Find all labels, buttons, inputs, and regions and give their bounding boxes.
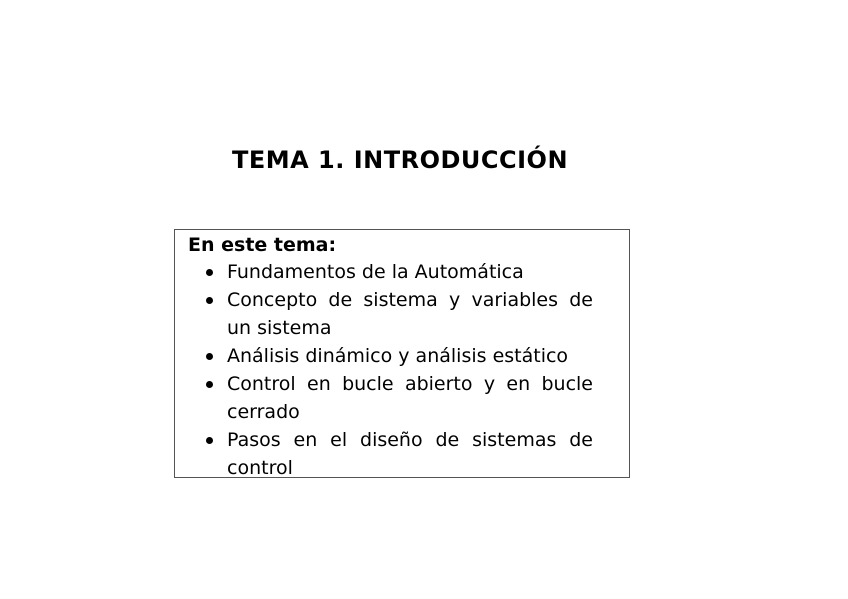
topic-text: Pasos en el diseño de sistemas de control <box>227 429 593 479</box>
topic-list <box>227 258 593 482</box>
topic-text: Análisis dinámico y análisis estático <box>227 345 569 367</box>
bullet-icon <box>206 297 213 304</box>
list-item <box>227 342 593 370</box>
list-item <box>227 426 593 482</box>
list-item <box>227 258 593 286</box>
topics-box <box>174 229 630 478</box>
page-title: TEMA 1. INTRODUCCIÓN <box>231 146 569 174</box>
topic-text: Control en bucle abierto y en bucle cerrado <box>227 373 593 423</box>
topic-text: Fundamentos de la Automática <box>227 261 524 283</box>
bullet-icon <box>206 269 213 276</box>
bullet-icon <box>206 381 213 388</box>
list-item <box>227 286 593 342</box>
topic-text: Concepto de sistema y variables de un sistema <box>227 289 593 339</box>
bullet-icon <box>206 353 213 360</box>
bullet-icon <box>206 437 213 444</box>
list-item <box>227 370 593 426</box>
topics-heading: En este tema: <box>188 234 337 256</box>
